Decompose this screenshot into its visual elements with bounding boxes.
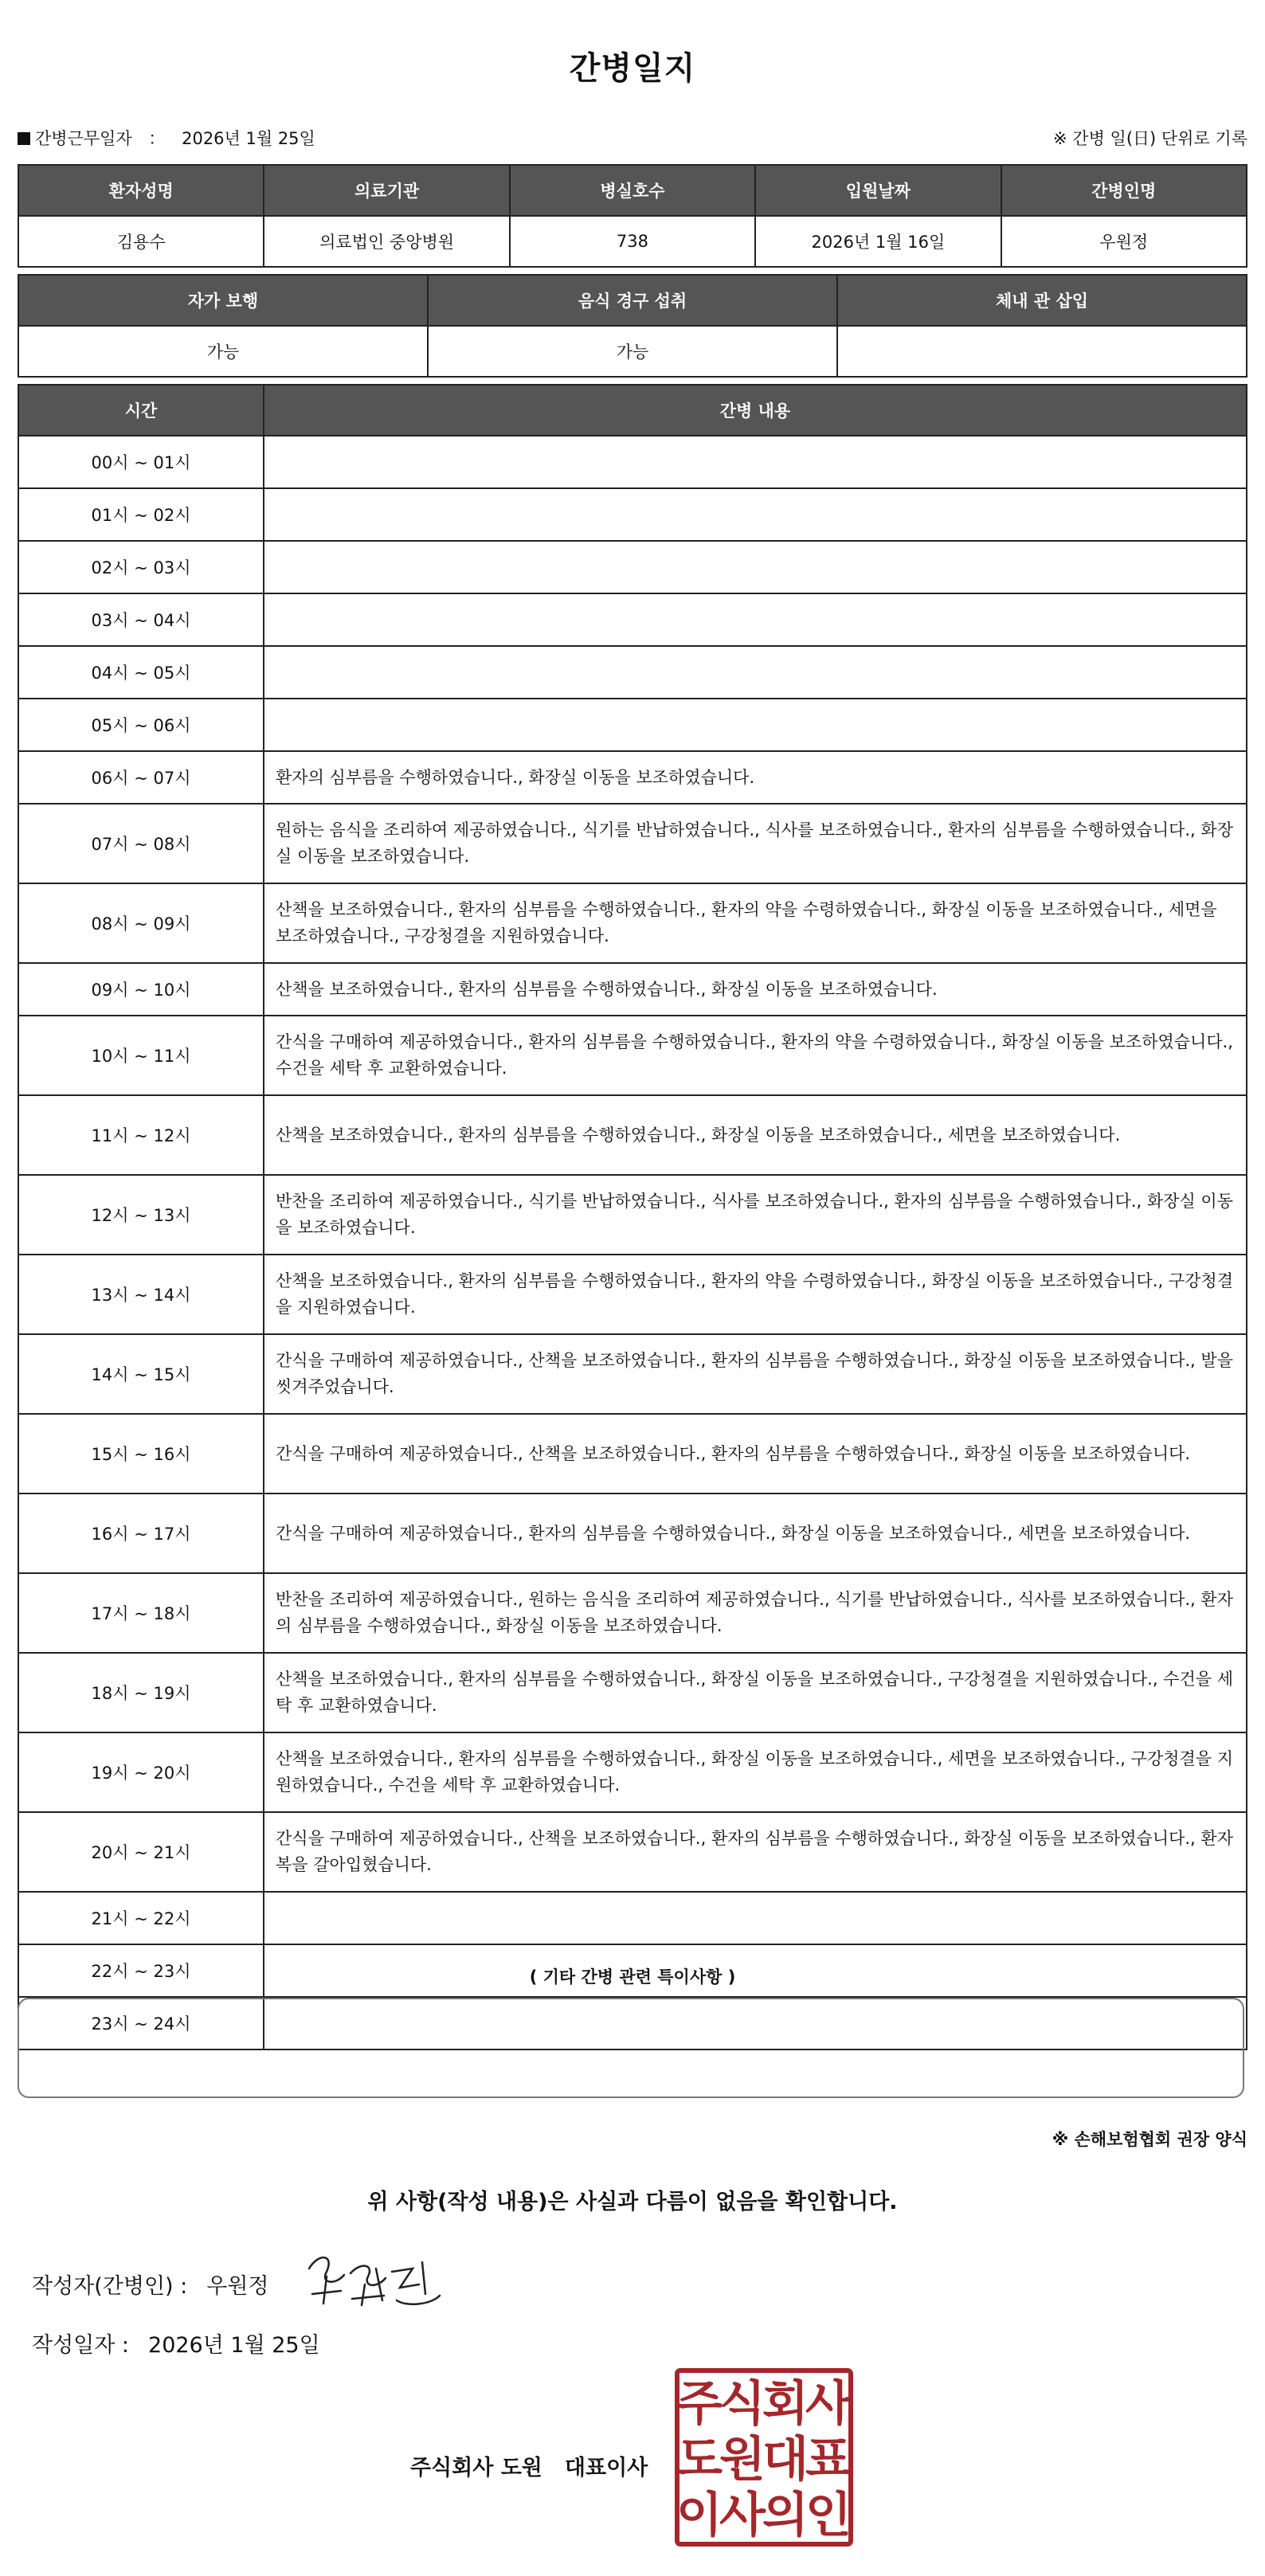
header-admission-date: 입원날짜 bbox=[755, 165, 1001, 216]
log-content: 간식을 구매하여 제공하였습니다., 산책을 보조하였습니다., 환자의 심부름을 수행하였습니다., 화장실 이동을 보조하였습니다., 환자복을 갈아입혔습니다. bbox=[264, 1812, 1247, 1892]
log-time: 19시 ~ 20시 bbox=[18, 1732, 264, 1812]
log-time: 06시 ~ 07시 bbox=[18, 751, 264, 804]
header-walking: 자가 보행 bbox=[18, 275, 428, 326]
log-content: 산책을 보조하였습니다., 환자의 심부름을 수행하였습니다., 화장실 이동을 보조하였습니다. bbox=[264, 963, 1247, 1016]
log-content: 산책을 보조하였습니다., 환자의 심부름을 수행하였습니다., 화장실 이동을 보조하였습니다., 세면을 보조하였습니다. bbox=[264, 1095, 1247, 1175]
oral-intake-status: 가능 bbox=[428, 326, 837, 377]
seal-glyph: 회 bbox=[762, 2376, 809, 2432]
log-row bbox=[18, 593, 1247, 646]
walking-status: 가능 bbox=[18, 326, 428, 377]
log-time: 00시 ~ 01시 bbox=[18, 436, 264, 488]
log-time: 07시 ~ 08시 bbox=[18, 804, 264, 883]
company-seal-stamp bbox=[674, 2367, 854, 2547]
work-date-separator: ： bbox=[148, 129, 166, 148]
seal-glyph: 식 bbox=[719, 2376, 766, 2432]
log-time: 05시 ~ 06시 bbox=[18, 699, 264, 751]
seal-glyph: 주 bbox=[676, 2376, 723, 2432]
log-content bbox=[264, 541, 1247, 593]
seal-glyph: 대 bbox=[762, 2432, 809, 2488]
seal-glyph: 사 bbox=[719, 2488, 766, 2543]
patient-status-table bbox=[18, 274, 1247, 378]
seal-glyph: 이 bbox=[676, 2488, 723, 2543]
log-row bbox=[18, 646, 1247, 699]
log-row bbox=[18, 541, 1247, 593]
header-care-content: 간병 내용 bbox=[264, 385, 1247, 436]
log-content bbox=[264, 646, 1247, 699]
tube-status bbox=[837, 326, 1247, 377]
log-row bbox=[18, 1653, 1247, 1732]
unit-note: ※ 간병 일(日) 단위로 기록 bbox=[1053, 129, 1247, 148]
log-time: 14시 ~ 15시 bbox=[18, 1334, 264, 1414]
form-footnote: ※ 손해보험협회 권장 양식 bbox=[1052, 2130, 1247, 2149]
writer-label: 작성자(간병인) : bbox=[32, 2274, 188, 2299]
header-patient-name: 환자성명 bbox=[18, 165, 264, 216]
log-time: 03시 ~ 04시 bbox=[18, 593, 264, 646]
work-date-line bbox=[18, 126, 315, 150]
log-time: 16시 ~ 17시 bbox=[18, 1494, 264, 1573]
log-row bbox=[18, 699, 1247, 751]
work-date-label: 간병근무일자 bbox=[35, 129, 132, 148]
log-time: 11시 ~ 12시 bbox=[18, 1095, 264, 1175]
log-content: 간식을 구매하여 제공하였습니다., 산책을 보조하였습니다., 환자의 심부름을 수행하였습니다., 화장실 이동을 보조하였습니다., 발을 씻겨주었습니다. bbox=[264, 1334, 1247, 1414]
seal-glyph: 의 bbox=[762, 2488, 809, 2543]
log-content: 간식을 구매하여 제공하였습니다., 환자의 심부름을 수행하였습니다., 화장실 이동을 보조하였습니다., 세면을 보조하였습니다. bbox=[264, 1494, 1247, 1573]
document-title: 간병일지 bbox=[569, 50, 696, 87]
log-content bbox=[264, 699, 1247, 751]
log-time: 20시 ~ 21시 bbox=[18, 1812, 264, 1892]
header-tube: 체내 관 삽입 bbox=[837, 275, 1247, 326]
log-time: 01시 ~ 02시 bbox=[18, 488, 264, 541]
care-log-table bbox=[18, 384, 1247, 2050]
log-time: 21시 ~ 22시 bbox=[18, 1892, 264, 1944]
company-name: 주식회사 도원 bbox=[410, 2456, 542, 2480]
log-time: 22시 ~ 23시 bbox=[18, 1944, 264, 1997]
log-time: 02시 ~ 03시 bbox=[18, 541, 264, 593]
log-row bbox=[18, 883, 1247, 963]
caregiver-name: 우원정 bbox=[1001, 216, 1247, 267]
log-content: 산책을 보조하였습니다., 환자의 심부름을 수행하였습니다., 환자의 약을 수령하였습니다., 화장실 이동을 보조하였습니다., 세면을 보조하였습니다., 구강청결을 지원하였습니다. bbox=[264, 883, 1247, 963]
log-row bbox=[18, 436, 1247, 488]
log-time: 18시 ~ 19시 bbox=[18, 1653, 264, 1732]
seal-glyph: 사 bbox=[805, 2376, 852, 2432]
log-time: 13시 ~ 14시 bbox=[18, 1255, 264, 1334]
log-row bbox=[18, 1255, 1247, 1334]
log-row bbox=[18, 963, 1247, 1016]
patient-name: 김용수 bbox=[18, 216, 264, 267]
seal-glyph: 인 bbox=[805, 2488, 852, 2543]
log-content: 산책을 보조하였습니다., 환자의 심부름을 수행하였습니다., 환자의 약을 수령하였습니다., 화장실 이동을 보조하였습니다., 구강청결을 지원하였습니다. bbox=[264, 1255, 1247, 1334]
log-row bbox=[18, 1892, 1247, 1944]
log-content: 간식을 구매하여 제공하였습니다., 산책을 보조하였습니다., 환자의 심부름을 수행하였습니다., 화장실 이동을 보조하였습니다. bbox=[264, 1414, 1247, 1494]
admission-date: 2026년 1월 16일 bbox=[755, 216, 1001, 267]
ceo-label: 대표이사 bbox=[564, 2456, 648, 2480]
notes-title: ( 기타 간병 관련 특이사항 ) bbox=[529, 1967, 736, 1987]
log-row bbox=[18, 1812, 1247, 1892]
header-hospital: 의료기관 bbox=[264, 165, 509, 216]
seal-glyph: 표 bbox=[805, 2432, 852, 2488]
notes-box bbox=[18, 1998, 1244, 2098]
log-time: 09시 ~ 10시 bbox=[18, 963, 264, 1016]
log-row bbox=[18, 1573, 1247, 1653]
log-time: 08시 ~ 09시 bbox=[18, 883, 264, 963]
written-date-line bbox=[32, 2327, 320, 2359]
confirmation-statement: 위 사항(작성 내용)은 사실과 다름이 없음을 확인합니다. bbox=[367, 2190, 898, 2214]
log-time: 15시 ~ 16시 bbox=[18, 1414, 264, 1494]
log-content bbox=[264, 593, 1247, 646]
log-time: 10시 ~ 11시 bbox=[18, 1016, 264, 1095]
log-row bbox=[18, 804, 1247, 883]
seal-glyph: 도 bbox=[676, 2432, 723, 2488]
log-row bbox=[18, 751, 1247, 804]
header-time: 시간 bbox=[18, 385, 264, 436]
log-row bbox=[18, 1494, 1247, 1573]
log-time: 23시 ~ 24시 bbox=[18, 1997, 264, 2049]
handwritten-signature bbox=[303, 2245, 446, 2316]
hospital-name: 의료법인 중앙병원 bbox=[264, 216, 509, 267]
log-time: 12시 ~ 13시 bbox=[18, 1175, 264, 1255]
log-row bbox=[18, 1732, 1247, 1812]
log-content: 반찬을 조리하여 제공하였습니다., 원하는 음식을 조리하여 제공하였습니다., 식기를 반납하였습니다., 식사를 보조하였습니다., 환자의 심부름을 수행하였습니다., 화장실 이동을 보조하였습니다. bbox=[264, 1573, 1247, 1653]
log-content: 간식을 구매하여 제공하였습니다., 환자의 심부름을 수행하였습니다., 환자의 약을 수령하였습니다., 화장실 이동을 보조하였습니다., 수건을 세탁 후 교환하였습니다. bbox=[264, 1016, 1247, 1095]
log-time: 04시 ~ 05시 bbox=[18, 646, 264, 699]
room-number: 738 bbox=[510, 216, 755, 267]
log-content: 산책을 보조하였습니다., 환자의 심부름을 수행하였습니다., 화장실 이동을 보조하였습니다., 구강청결을 지원하였습니다., 수건을 세탁 후 교환하였습니다. bbox=[264, 1653, 1247, 1732]
company-line bbox=[410, 2450, 648, 2481]
log-row bbox=[18, 1095, 1247, 1175]
date-value: 2026년 1월 25일 bbox=[148, 2333, 320, 2358]
patient-info-table bbox=[18, 164, 1247, 268]
log-content: 산책을 보조하였습니다., 환자의 심부름을 수행하였습니다., 화장실 이동을 보조하였습니다., 세면을 보조하였습니다., 구강청결을 지원하였습니다., 수건을 세탁 후 교환하였습니다. bbox=[264, 1732, 1247, 1812]
header-oral-intake: 음식 경구 섭취 bbox=[428, 275, 837, 326]
log-content: 환자의 심부름을 수행하였습니다., 화장실 이동을 보조하였습니다. bbox=[264, 751, 1247, 804]
log-content bbox=[264, 436, 1247, 488]
log-row bbox=[18, 1334, 1247, 1414]
log-row bbox=[18, 1016, 1247, 1095]
writer-line bbox=[32, 2269, 269, 2300]
header-caregiver: 간병인명 bbox=[1001, 165, 1247, 216]
log-row bbox=[18, 1175, 1247, 1255]
log-content bbox=[264, 1892, 1247, 1944]
log-row bbox=[18, 488, 1247, 541]
log-row bbox=[18, 1414, 1247, 1494]
header-room: 병실호수 bbox=[510, 165, 755, 216]
log-content: 반찬을 조리하여 제공하였습니다., 식기를 반납하였습니다., 식사를 보조하였습니다., 환자의 심부름을 수행하였습니다., 화장실 이동을 보조하였습니다. bbox=[264, 1175, 1247, 1255]
writer-name: 우원정 bbox=[206, 2274, 269, 2299]
work-date-value: 2026년 1월 25일 bbox=[182, 129, 315, 148]
log-content bbox=[264, 488, 1247, 541]
log-content: 원하는 음식을 조리하여 제공하였습니다., 식기를 반납하였습니다., 식사를 보조하였습니다., 환자의 심부름을 수행하였습니다., 화장실 이동을 보조하였습니다. bbox=[264, 804, 1247, 883]
date-label: 작성일자 : bbox=[32, 2333, 130, 2358]
log-time: 17시 ~ 18시 bbox=[18, 1573, 264, 1653]
square-bullet-icon bbox=[18, 132, 30, 145]
seal-glyph: 원 bbox=[719, 2432, 766, 2488]
